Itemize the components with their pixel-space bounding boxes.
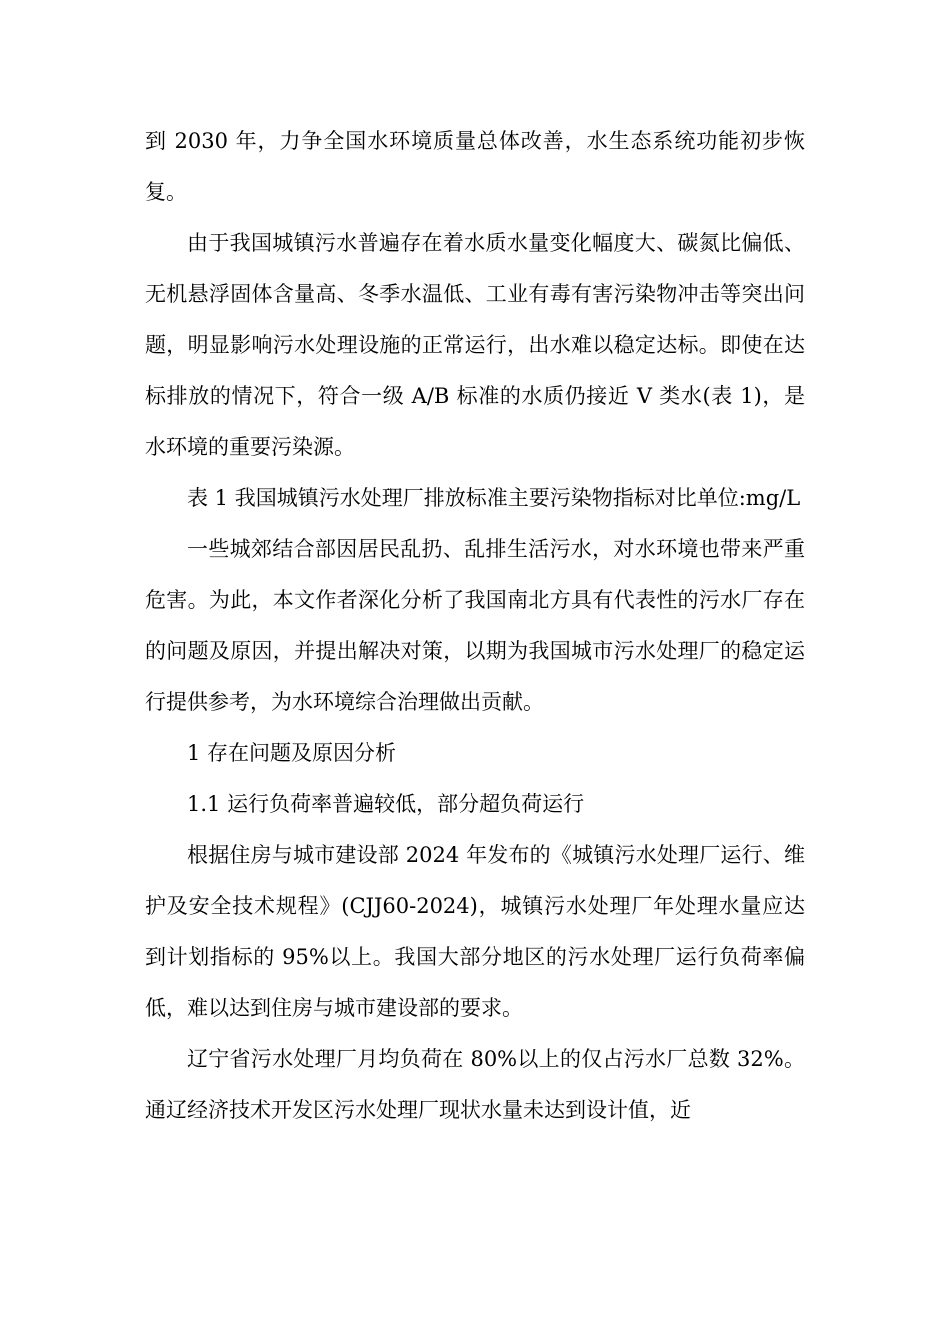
document-body bbox=[145, 116, 805, 1136]
paragraph-goal-2030: 到 2030 年，力争全国水环境质量总体改善，水生态系统功能初步恢复。 bbox=[145, 129, 805, 204]
section-heading-1: 1 存在问题及原因分析 bbox=[187, 741, 397, 765]
paragraph-suburban-pollution: 一些城郊结合部因居民乱扔、乱排生活污水，对水环境也带来严重危害。为此，本文作者深化分析了我国南北方具有代表性的污水厂存在的问题及原因，并提出解决对策，以期为我国城市污水处理厂的稳定运行提供参考，为水环境综合治理做出贡献。 bbox=[145, 537, 805, 714]
paragraph-regulation: 根据住房与城市建设部 2024 年发布的《城镇污水处理厂运行、维护及安全技术规程》(CJJ60-2024)，城镇污水处理厂年处理水量应达到计划指标的 95%以上。我国大部分地区的污水处理厂运行负荷率偏低，难以达到住房与城市建设部的要求。 bbox=[145, 843, 805, 1020]
paragraph-sewage-problems: 由于我国城镇污水普遍存在着水质水量变化幅度大、碳氮比偏低、无机悬浮固体含量高、冬季水温低、工业有毒有害污染物冲击等突出问题，明显影响污水处理设施的正常运行，出水难以稳定达标。即使在达标排放的情况下，符合一级 A/B 标准的水质仍接近 V 类水(表 1)，是水环境的重要污染源。 bbox=[145, 231, 805, 459]
subsection-heading-1-1: 1.1 运行负荷率普遍较低，部分超负荷运行 bbox=[187, 792, 585, 816]
table-caption: 表 1 我国城镇污水处理厂排放标准主要污染物指标对比单位:mg/L bbox=[187, 486, 801, 510]
paragraph-liaoning: 辽宁省污水处理厂月均负荷在 80%以上的仅占污水厂总数 32%。通辽经济技术开发区污水处理厂现状水量未达到设计值，近 bbox=[145, 1047, 805, 1122]
